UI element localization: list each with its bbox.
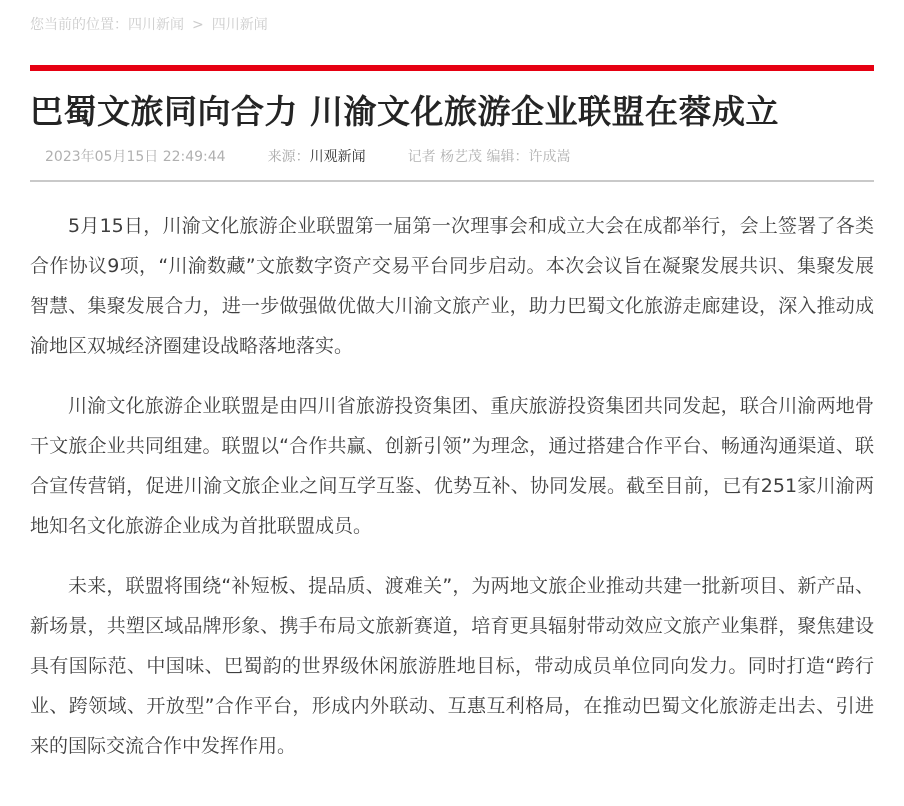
breadcrumb-separator: > — [192, 17, 204, 33]
article-body — [30, 182, 874, 766]
publish-datetime: 2023年05月15日 22:49:44 — [45, 149, 226, 166]
reporter-editor: 记者 杨艺茂 编辑：许成嵩 — [407, 149, 571, 166]
article-title: 巴蜀文旅同向合力 川渝文化旅游企业联盟在蓉成立 — [30, 92, 779, 131]
red-accent-bar — [30, 65, 874, 71]
breadcrumb-link-sichuan-news-2[interactable]: 四川新闻 — [211, 17, 268, 33]
breadcrumb — [30, 0, 874, 35]
source-link[interactable]: 川观新闻 — [309, 149, 366, 166]
breadcrumb-label: 您当前的位置： — [30, 17, 128, 33]
breadcrumb-link-sichuan-news-1[interactable]: 四川新闻 — [128, 17, 184, 33]
source-label: 来源： — [267, 149, 310, 166]
article-meta — [30, 147, 874, 167]
article-paragraph: 5月15日，川渝文化旅游企业联盟第一届第一次理事会和成立大会在成都举行，会上签署了各类合作协议9项，“川渝数藏”文旅数字资产交易平台同步启动。本次会议旨在凝聚发展共识、集聚发展智慧、集聚发展合力，进一步做强做优做大川渝文旅产业，助力巴蜀文化旅游走廊建设，深入推动成渝地区双城经济圈建设战略落地落实。 — [30, 215, 874, 358]
article-paragraph: 川渝文化旅游企业联盟是由四川省旅游投资集团、重庆旅游投资集团共同发起，联合川渝两地骨干文旅企业共同组建。联盟以“合作共赢、创新引领”为理念，通过搭建合作平台、畅通沟通渠道、联合宣传营销，促进川渝文旅企业之间互学互鉴、优势互补、协同发展。截至目前，已有251家川渝两地知名文化旅游企业成为首批联盟成员。 — [30, 395, 874, 538]
article-paragraph: 未来，联盟将围绕“补短板、提品质、渡难关”，为两地文旅企业推动共建一批新项目、新产品、新场景，共塑区域品牌形象、携手布局文旅新赛道，培育更具辐射带动效应文旅产业集群，聚焦建设具有国际范、中国味、巴蜀韵的世界级休闲旅游胜地目标，带动成员单位同向发力。同时打造“跨行业、跨领域、开放型”合作平台，形成内外联动、互惠互利格局，在推动巴蜀文化旅游走出去、引进来的国际交流合作中发挥作用。 — [30, 575, 874, 758]
